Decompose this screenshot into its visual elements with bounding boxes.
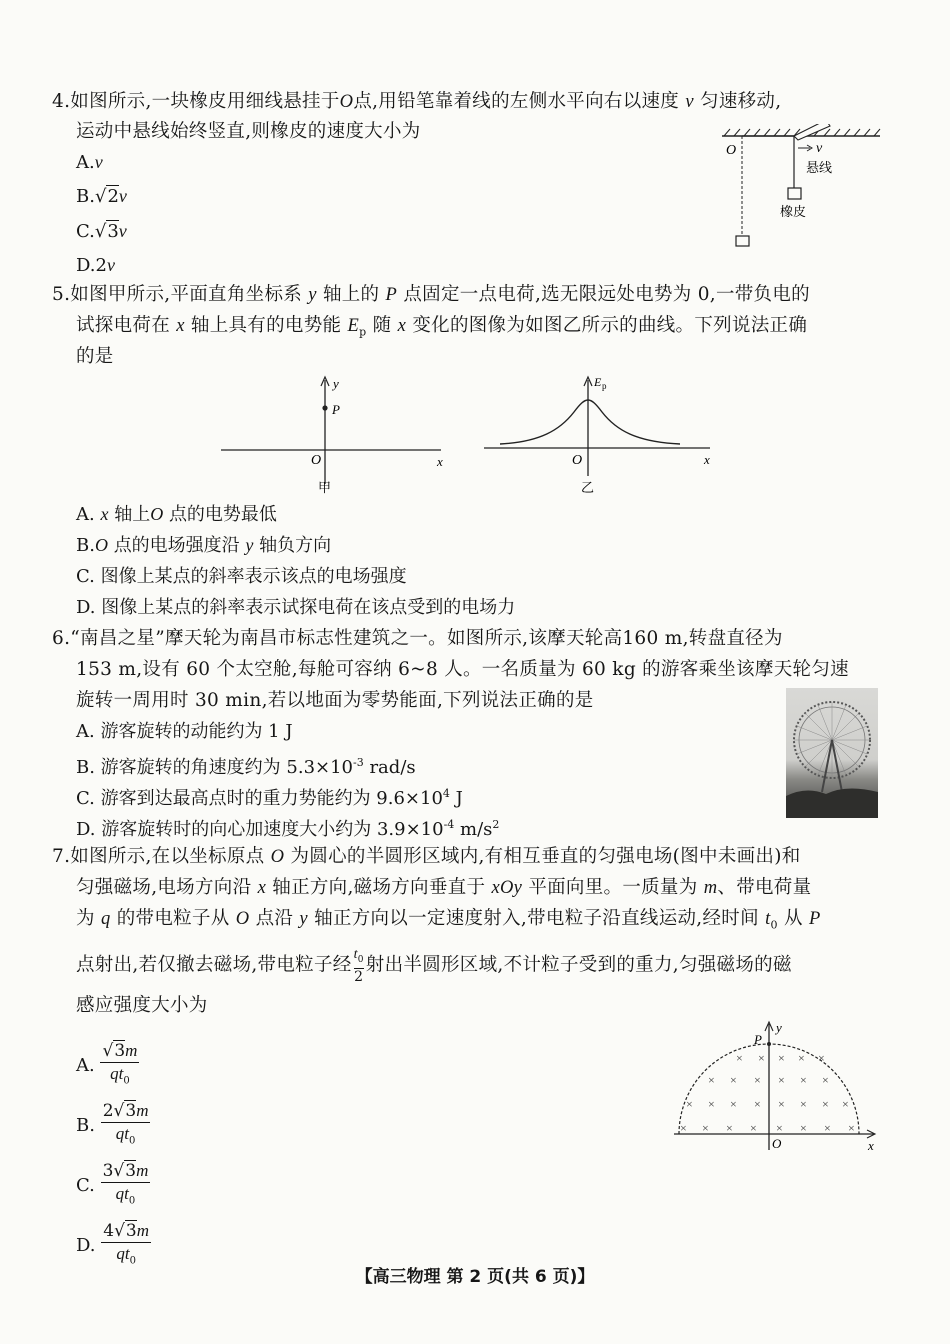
- svg-text:×: ×: [778, 1097, 785, 1111]
- q4-option-d: D.2v: [76, 255, 115, 276]
- q5-option-d: D. 图像上某点的斜率表示试探电荷在该点受到的电场力: [76, 597, 516, 618]
- q4-option-c: C.√3v: [76, 221, 127, 242]
- point-charge-p: [322, 405, 327, 410]
- q7-option-d: D. $\frac{4√3m}{qt_0}$: [76, 1221, 150, 1267]
- svg-text:×: ×: [800, 1073, 807, 1087]
- fig-label-thread: 悬线: [806, 160, 833, 175]
- q5-option-b: B.O 点的电场强度沿 y 轴负方向: [76, 535, 332, 556]
- q5-line2: 试探电荷在 x 轴上具有的电势能 $E_p$ 随 x 变化的图像为如图乙所示的曲线。下列说法正确: [76, 315, 808, 339]
- svg-text:O: O: [572, 453, 583, 468]
- q6-line2: 153 m,设有 60 个太空舱,每舱可容纳 6~8 人。一名质量为 60 kg 的游客乘坐该摩天轮匀速: [76, 659, 849, 680]
- q5-option-a: A. x 轴上O 点的电势最低: [76, 504, 277, 525]
- svg-text:×: ×: [726, 1121, 733, 1135]
- svg-text:y: y: [776, 1020, 782, 1035]
- svg-text:E: E: [594, 375, 602, 389]
- magnetic-field-marks: [680, 1051, 855, 1135]
- q4-figure: [714, 124, 884, 260]
- ep-curve: [500, 400, 680, 444]
- svg-text:×: ×: [730, 1097, 737, 1111]
- svg-text:×: ×: [848, 1121, 855, 1135]
- svg-text:×: ×: [708, 1097, 715, 1111]
- q5-line1: 5.如图甲所示,平面直角坐标系 y 轴上的 P 点固定一点电荷,选无限远处电势为 0,一带负电的: [52, 284, 810, 305]
- svg-text:P: P: [332, 402, 340, 417]
- svg-text:×: ×: [800, 1121, 807, 1135]
- eraser-icon: [788, 188, 801, 199]
- pencil-icon: [794, 124, 830, 140]
- eraser-initial: [736, 236, 749, 246]
- svg-text:×: ×: [680, 1121, 687, 1135]
- svg-text:x: x: [437, 454, 443, 469]
- q7-line2: 匀强磁场,电场方向沿 x 轴正方向,磁场方向垂直于 xOy 平面向里。一质量为 m、带电荷量: [76, 877, 812, 898]
- svg-text:O: O: [772, 1136, 782, 1151]
- q7-line4: 点射出,若仅撤去磁场,带电粒子经 $\frac{t_0}{2}$ 射出半圆形区域,不计粒子受到的重力,匀强磁场的磁: [76, 947, 792, 985]
- q5-line3: 的是: [76, 346, 114, 367]
- svg-text:×: ×: [708, 1073, 715, 1087]
- fig-label-eraser: 橡皮: [780, 204, 807, 219]
- q5-figure-yi: [480, 372, 720, 498]
- q7-line5: 感应强度大小为: [76, 995, 208, 1016]
- q7-option-a: A. $\frac{√3m}{qt_0}$: [76, 1041, 138, 1087]
- q4-option-a: A.v: [76, 152, 103, 173]
- fig-label-v: v: [816, 141, 823, 156]
- svg-text:×: ×: [686, 1097, 693, 1111]
- svg-text:×: ×: [778, 1051, 785, 1065]
- svg-text:×: ×: [736, 1051, 743, 1065]
- svg-text:y: y: [333, 376, 339, 391]
- caption-yi: 乙: [581, 480, 595, 495]
- page-footer: 【高三物理 第 2 页(共 6 页)】: [355, 1267, 595, 1287]
- q7-option-b: B. $\frac{2√3m}{qt_0}$: [76, 1101, 149, 1147]
- q7-line1: 7.如图所示,在以坐标原点 O 为圆心的半圆形区域内,有相互垂直的匀强电场(图中未画出)和: [52, 846, 801, 867]
- q4-option-b: B.√2v: [76, 186, 127, 207]
- q4-line2: 运动中悬线始终竖直,则橡皮的速度大小为: [76, 121, 421, 142]
- fig-label-o: O: [726, 143, 737, 158]
- q6-option-a: A. 游客旋转的动能约为 1 J: [76, 721, 293, 742]
- svg-text:×: ×: [818, 1051, 825, 1065]
- q4-number: 4.: [52, 91, 71, 112]
- svg-text:×: ×: [750, 1121, 757, 1135]
- svg-text:x: x: [868, 1138, 874, 1153]
- svg-text:×: ×: [778, 1073, 785, 1087]
- svg-text:×: ×: [754, 1073, 761, 1087]
- ferris-wheel-icon: [786, 688, 878, 818]
- svg-text:×: ×: [824, 1121, 831, 1135]
- svg-text:×: ×: [822, 1073, 829, 1087]
- svg-text:×: ×: [822, 1097, 829, 1111]
- q7-option-c: C. $\frac{3√3m}{qt_0}$: [76, 1161, 149, 1207]
- q6-option-d: D. 游客旋转时的向心加速度大小约为 $3.9\times 10^{-4}$ $m/s^2$: [76, 818, 500, 840]
- svg-text:×: ×: [730, 1073, 737, 1087]
- svg-text:x: x: [704, 452, 710, 467]
- svg-text:O: O: [311, 453, 322, 468]
- ferris-wheel-photo: [786, 688, 878, 818]
- svg-text:P: P: [754, 1032, 762, 1047]
- q5-option-c: C. 图像上某点的斜率表示该点的电场强度: [76, 566, 407, 587]
- q7-figure: [670, 1018, 880, 1154]
- q6-option-b: B. 游客旋转的角速度约为 $5.3\times 10^{-3}$ rad/s: [76, 756, 416, 778]
- svg-text:×: ×: [800, 1097, 807, 1111]
- q5-figure-jia: [215, 372, 455, 498]
- q6-line1: 6.“南昌之星”摩天轮为南昌市标志性建筑之一。如图所示,该摩天轮高160 m,转盘直径为: [52, 628, 783, 649]
- svg-text:×: ×: [758, 1051, 765, 1065]
- svg-text:×: ×: [842, 1097, 849, 1111]
- q6-option-c: C. 游客到达最高点时的重力势能约为 $9.6\times 10^4$ J: [76, 787, 463, 809]
- svg-text:×: ×: [776, 1121, 783, 1135]
- q6-line3: 旋转一周用时 30 min,若以地面为零势能面,下列说法正确的是: [76, 690, 594, 711]
- svg-text:×: ×: [754, 1097, 761, 1111]
- caption-jia: 甲: [318, 480, 332, 495]
- q4-line1: 4.如图所示,一块橡皮用细线悬挂于O点,用铅笔靠着线的左侧水平向右以速度 v 匀速移动,: [52, 91, 782, 112]
- svg-text:×: ×: [798, 1051, 805, 1065]
- svg-text:×: ×: [702, 1121, 709, 1135]
- q7-line3: 为 q 的带电粒子从 O 点沿 y 轴正方向以一定速度射入,带电粒子沿直线运动,经时间 $t_0$ 从 P: [76, 908, 821, 932]
- exit-point-p: [767, 1042, 771, 1046]
- svg-text:p: p: [602, 381, 607, 391]
